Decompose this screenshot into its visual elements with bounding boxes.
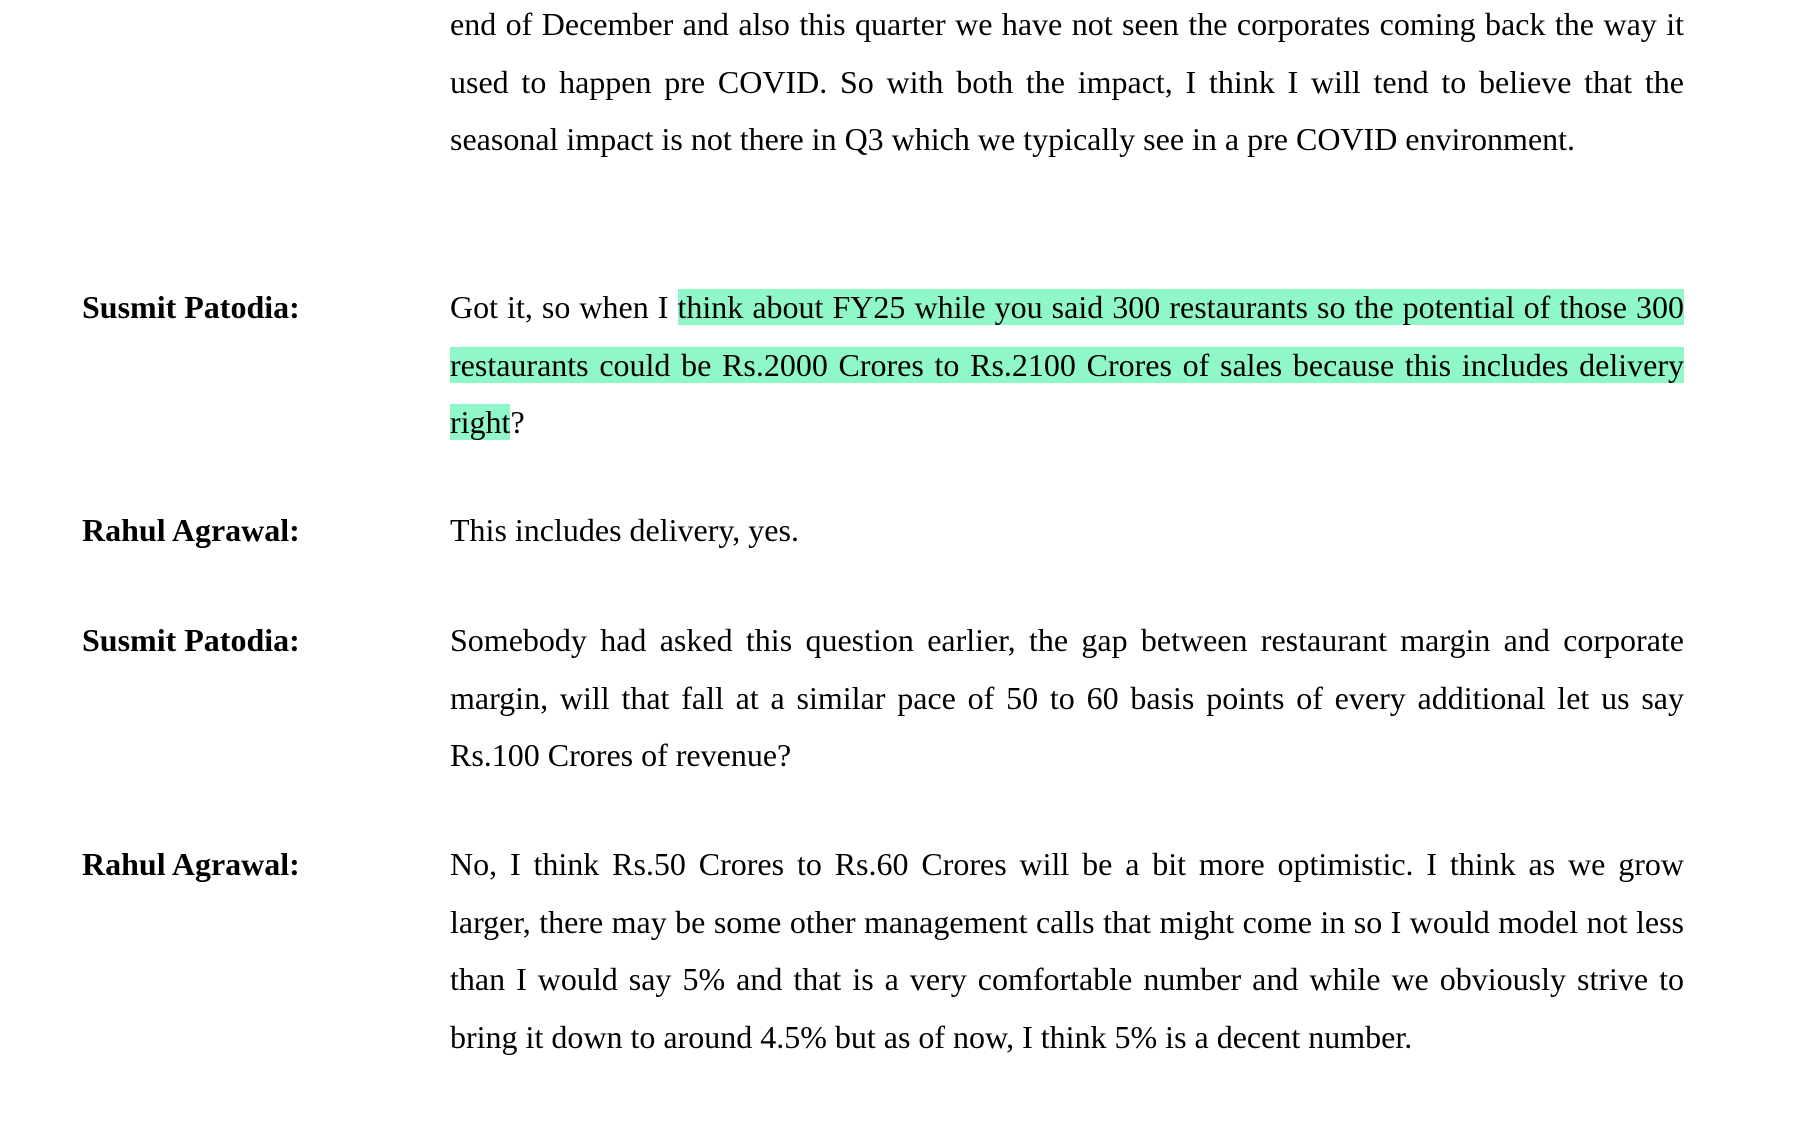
intro-paragraph: end of December and also this quarter we have not seen the corporates coming back the way it used to happen pre COVID. So with both the impact, I think I will tend to believe that the seasonal impact is not there in Q3 which we typically see in a pre COVID environment. [450, 6, 1684, 157]
turn-text: This includes delivery, yes. [450, 512, 799, 548]
speaker-name: Rahul Agrawal: [82, 512, 300, 548]
turn-text [450, 279, 1684, 452]
speaker-name: Rahul Agrawal: [82, 846, 300, 882]
turn-text: Somebody had asked this question earlier, the gap between restaurant margin and corporate margin, will that fall at a similar pace of 50 to 60 basis points of every additional let us say Rs.100 Crores of revenue? [450, 622, 1684, 773]
speaker-name: Susmit Patodia: [82, 622, 300, 658]
turn-text: No, I think Rs.50 Crores to Rs.60 Crores will be a bit more optimistic. I think as we grow larger, there may be some other management calls that might come in so I would model not less than I would say 5% and that is a very comfortable number and while we obviously strive to bring it down to around 4.5% but as of now, I think 5% is a decent number. [450, 846, 1684, 1055]
turn-text-start: Got it, so when I [450, 289, 678, 325]
highlighted-text: think about FY25 while you said 300 restaurants so the potential of those 300 restaurants could be Rs.2000 Crores to Rs.2100 Crores of sales because this includes delivery right [450, 289, 1685, 440]
speaker-name: Susmit Patodia: [82, 289, 300, 325]
turn-text-end: ? [510, 404, 525, 440]
